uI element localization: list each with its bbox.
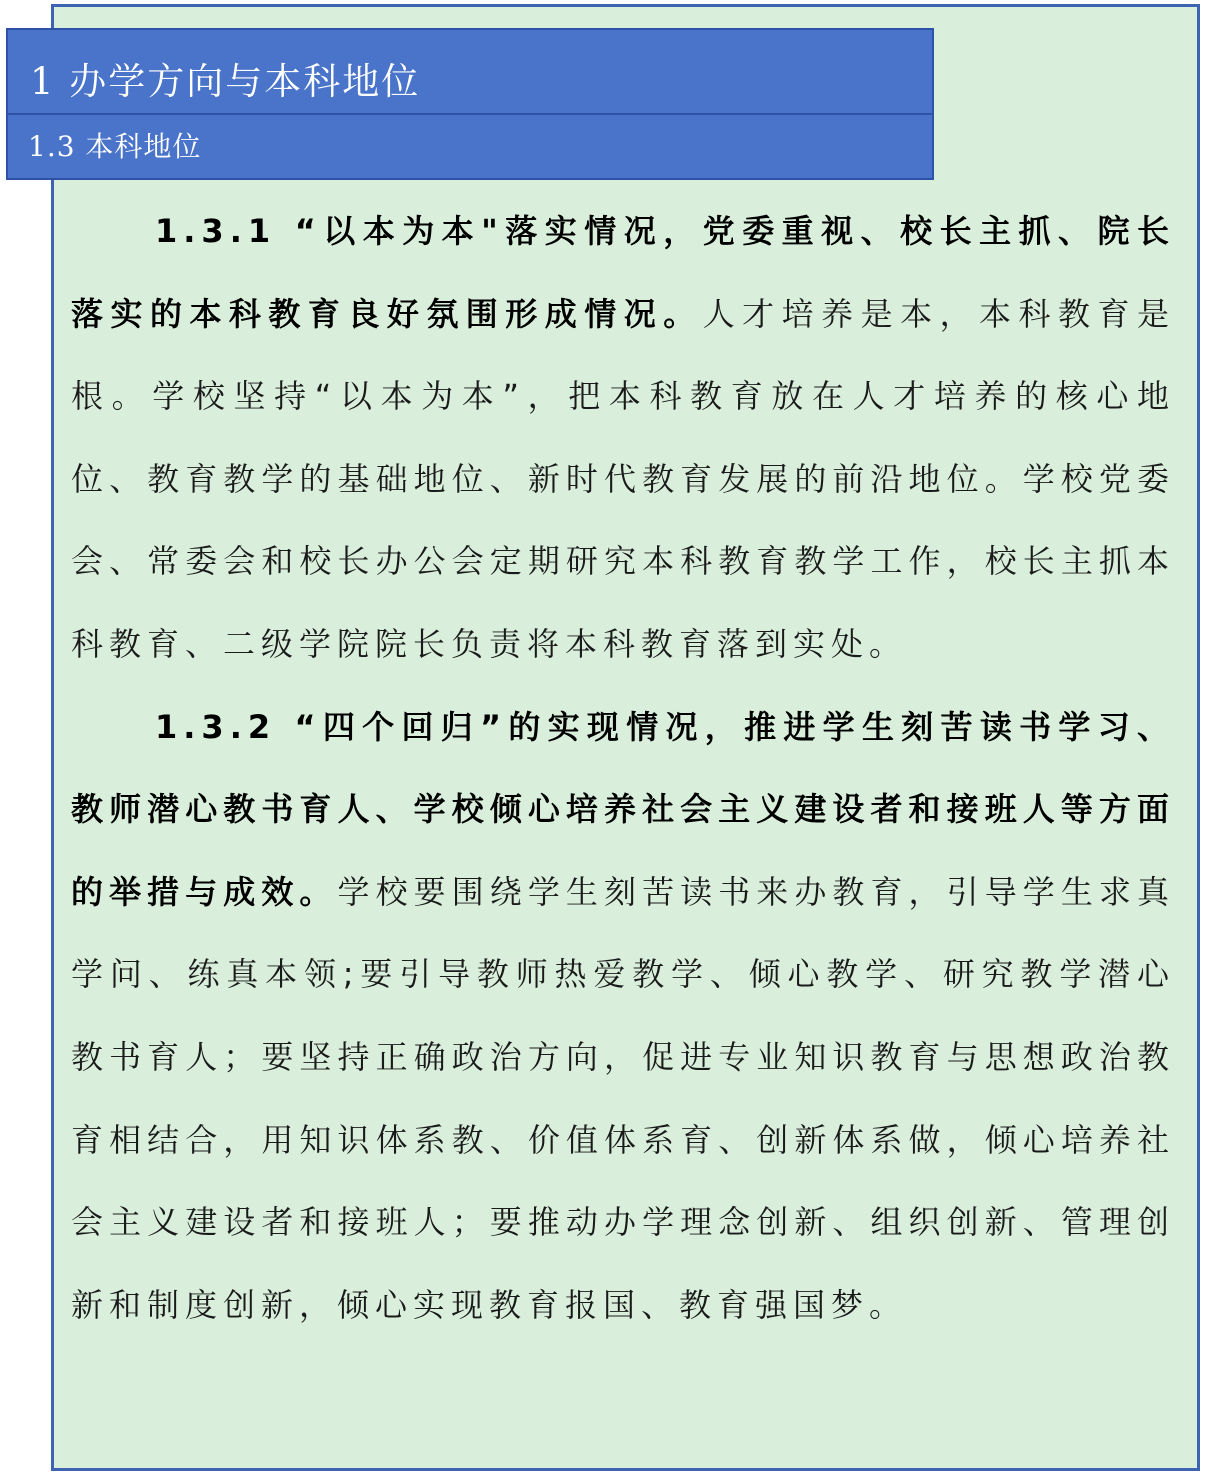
paragraph-text: 人才培养是本，本科教育是根。学校坚持“以本为本”，把本科教育放在人才培养的核心地位、教育教学的基础地位、新时代教育发展的前沿地位。学校党委会、常委会和校长办公会定期研究本科教育教学工作，校长主抓本科教育、二级学院院长负责将本科教育落到实处。 xyxy=(71,294,1175,663)
section-header xyxy=(6,28,934,180)
chapter-title: 1 办学方向与本科地位 xyxy=(8,30,932,115)
paragraph-heading: 1.3.2 “四个回归”的实现情况，推进学生刻苦读书学习、教师潜心教书育人、学校倾心培养社会主义建设者和接班人等方面的举措与成效。 xyxy=(71,707,1175,911)
paragraph-heading: 1.3.1 “以本为本"落实情况，党委重视、校长主抓、院长落实的本科教育良好氛围形成情况。 xyxy=(71,212,1175,333)
document-body xyxy=(71,190,1175,1346)
section-subtitle: 1.3 本科地位 xyxy=(28,130,202,163)
paragraph-1-3-2 xyxy=(71,686,1175,1347)
paragraph-1-3-1 xyxy=(71,190,1175,686)
paragraph-text: 学校要围绕学生刻苦读书来办教育，引导学生求真学问、练真本领;要引导教师热爱教学、倾心教学、研究教学潜心教书育人；要坚持正确政治方向，促进专业知识教育与思想政治教育相结合，用知识体系教、价值体系育、创新体系做，倾心培养社会主义建设者和接班人；要推动办学理念创新、组织创新、管理创新和制度创新，倾心实现教育报国、教育强国梦。 xyxy=(71,872,1175,1324)
